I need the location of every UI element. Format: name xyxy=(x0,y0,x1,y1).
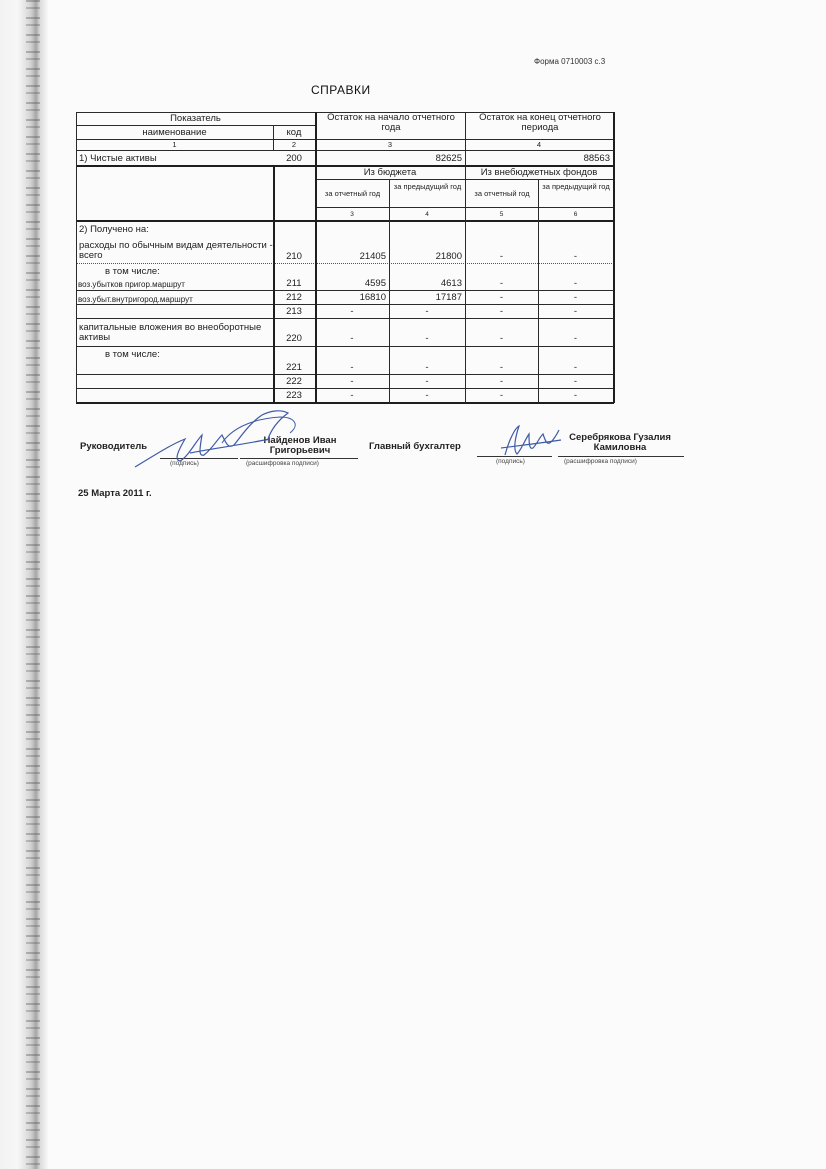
col-num-3: 3 xyxy=(387,141,393,149)
document-date: 25 Марта 2011 г. xyxy=(78,488,152,499)
row-212-v4: - xyxy=(573,293,578,303)
row-223-v2: - xyxy=(425,391,429,401)
row-213-code: 213 xyxy=(286,307,302,317)
row-223-v4: - xyxy=(573,391,578,401)
row-222-v4: - xyxy=(573,377,578,387)
accountant-name xyxy=(556,433,684,453)
row-221-v4: - xyxy=(573,363,578,373)
col-num-2: 2 xyxy=(291,141,297,149)
row-212-v2: 17187 xyxy=(435,293,462,303)
received-on-label: 2) Получено на: xyxy=(79,225,149,235)
sub-header-offbudget: Из внебюджетных фондов xyxy=(480,168,598,178)
head-name-line2: Григорьевич xyxy=(269,445,331,456)
head-signature-note: (подпись) xyxy=(170,460,199,467)
row-210-v2: 21800 xyxy=(435,252,462,262)
row-212-v3: - xyxy=(499,293,504,303)
row-210-code: 210 xyxy=(286,252,302,262)
row-221-code: 221 xyxy=(286,363,302,373)
col-num-4: 4 xyxy=(536,141,542,149)
header-name: наименование xyxy=(142,128,207,138)
row-220-v1: - xyxy=(350,334,354,344)
row-220-code: 220 xyxy=(286,334,302,344)
form-number: Форма 0710003 с.3 xyxy=(534,57,606,66)
row-213-v4: - xyxy=(573,307,578,317)
row-213-v2: - xyxy=(425,307,429,317)
head-decoding-note: (расшифровка подписи) xyxy=(246,460,319,467)
row-including-label-2: в том числе: xyxy=(105,350,160,360)
sub-col-3: за отчетный год xyxy=(474,190,530,198)
header-code: код xyxy=(286,128,302,138)
scan-edge-artifact xyxy=(0,0,48,1169)
accountant-name-line2: Камиловна xyxy=(593,442,647,453)
row-221-v2: - xyxy=(425,363,429,373)
row-213-v1: - xyxy=(350,307,354,317)
row-213-v3: - xyxy=(499,307,504,317)
row-223-v1: - xyxy=(350,391,354,401)
net-assets-end: 88563 xyxy=(583,154,610,164)
row-221-v1: - xyxy=(350,363,354,373)
head-handwritten-signature xyxy=(130,405,310,475)
reference-table xyxy=(76,112,614,403)
row-222-v1: - xyxy=(350,377,354,387)
net-assets-label: 1) Чистые активы xyxy=(79,154,157,164)
row-211-v4: - xyxy=(573,279,578,289)
row-211-code: 211 xyxy=(286,279,302,289)
accountant-handwritten-signature xyxy=(495,420,565,465)
sub-col-num-3: 3 xyxy=(350,211,354,218)
sub-col-4: за предыдущий год xyxy=(542,183,610,191)
header-end-balance: Остаток на конец отчетного периода xyxy=(479,113,601,133)
row-210-label: расходы по обычным видам деятельности - всего xyxy=(79,241,273,261)
sub-col-num-5: 5 xyxy=(499,211,504,218)
head-name-line1: Найденов Иван xyxy=(263,435,337,446)
net-assets-code: 200 xyxy=(286,154,302,164)
accountant-signature-note: (подпись) xyxy=(496,458,525,465)
row-223-v3: - xyxy=(499,391,504,401)
row-211-label: воз.убытков пригор.маршрут xyxy=(78,280,185,289)
row-221-v3: - xyxy=(499,363,504,373)
row-212-code: 212 xyxy=(286,293,302,303)
row-210-v4: - xyxy=(573,252,578,262)
row-210-v1: 21405 xyxy=(359,252,386,262)
row-220-v2: - xyxy=(425,334,429,344)
row-211-v3: - xyxy=(499,279,504,289)
row-including-label: в том числе: xyxy=(105,267,160,277)
head-label: Руководитель xyxy=(80,441,148,452)
row-220-v3: - xyxy=(499,334,504,344)
row-222-code: 222 xyxy=(286,377,302,387)
sub-col-1: за отчетный год xyxy=(324,190,381,198)
net-assets-start: 82625 xyxy=(435,154,462,164)
sub-col-2: за предыдущий год xyxy=(393,183,462,191)
page-title: СПРАВКИ xyxy=(311,83,371,97)
row-211-v2: 4613 xyxy=(440,279,462,289)
header-indicator: Показатель xyxy=(170,114,221,124)
col-num-1: 1 xyxy=(172,141,177,149)
row-210-v3: - xyxy=(499,252,504,262)
row-222-v3: - xyxy=(499,377,504,387)
row-222-v2: - xyxy=(425,377,429,387)
chief-accountant-label: Главный бухгалтер xyxy=(369,441,461,452)
row-212-label: воз.убыт.внутригород.маршрут xyxy=(78,295,193,304)
sub-col-num-4: 4 xyxy=(425,211,429,218)
row-220-label: капитальные вложения во внеоборотные активы xyxy=(79,323,262,343)
row-211-v1: 4595 xyxy=(364,279,386,289)
accountant-decoding-line xyxy=(558,456,684,457)
row-212-v1: 16810 xyxy=(359,293,386,303)
accountant-decoding-note: (расшифровка подписи) xyxy=(564,458,637,465)
row-220-v4: - xyxy=(573,334,578,344)
accountant-name-line1: Серебрякова Гузалия xyxy=(569,432,671,443)
header-start-balance: Остаток на начало отчетного года xyxy=(327,113,455,133)
sub-col-num-6: 6 xyxy=(573,211,578,218)
sub-header-budget: Из бюджета xyxy=(363,168,417,178)
row-223-code: 223 xyxy=(286,391,302,401)
